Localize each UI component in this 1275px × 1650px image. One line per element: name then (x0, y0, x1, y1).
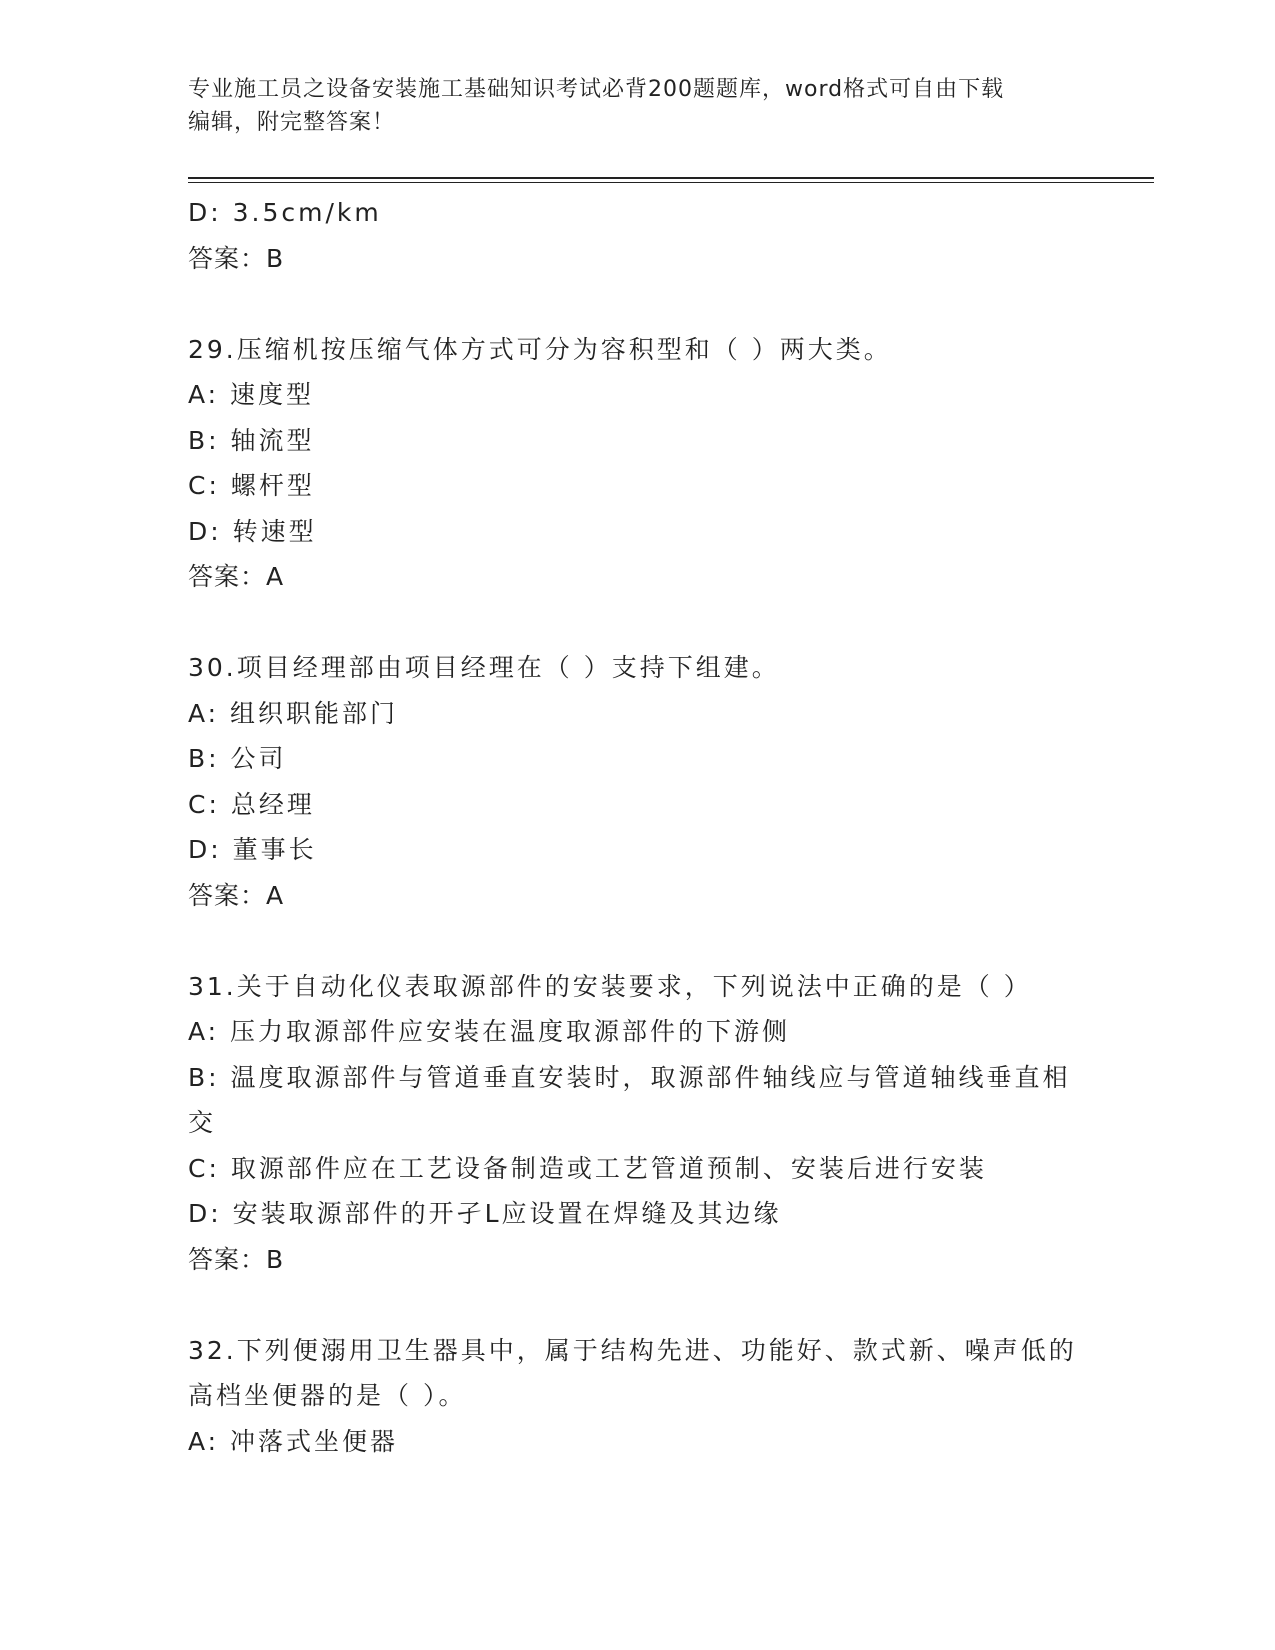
header-title-line-2: 编辑，附完整答案！ (188, 110, 396, 135)
option-d: D: 安装取源部件的开孑L应设置在焊缝及其边缘 (188, 1199, 782, 1228)
answer: 答案：A (188, 880, 285, 910)
header-rule-thick (188, 177, 1154, 179)
prev-option-d: D: 3.5cm/km (188, 198, 382, 227)
question-stem: 30.项目经理部由项目经理在（ ）支持下组建。 (188, 653, 780, 682)
spacer (188, 918, 1088, 964)
answer: 答案：B (188, 1244, 285, 1274)
question-stem: 29.压缩机按压缩气体方式可分为容积型和（ ）两大类。 (188, 334, 892, 364)
question-29 (188, 327, 1088, 600)
question-32 (188, 1328, 1088, 1465)
option-a: A: 冲落式坐便器 (188, 1426, 399, 1456)
prev-answer: 答案：B (188, 243, 285, 273)
option-b: B: 公司 (188, 744, 287, 773)
option-d: D: 董事长 (188, 835, 317, 864)
option-c: C: 螺杆型 (188, 471, 315, 500)
header-rule-thin (188, 182, 1154, 183)
question-30 (188, 645, 1088, 918)
spacer (188, 281, 1088, 327)
option-b: B: 轴流型 (188, 425, 315, 455)
option-a: A: 速度型 (188, 380, 315, 409)
spacer (188, 1282, 1088, 1328)
question-31 (188, 964, 1088, 1283)
option-c: C: 总经理 (188, 789, 315, 819)
question-stem: 32.下列便溺用卫生器具中，属于结构先进、功能好、款式新、噪声低的高档坐便器的是（ ）。 (188, 1335, 1077, 1410)
document-header (188, 73, 1088, 139)
header-title-line-1: 专业施工员之设备安装施工基础知识考试必背200题题库，word格式可自由下载 (188, 77, 1005, 102)
option-d: D: 转速型 (188, 516, 317, 546)
option-b: B: 温度取源部件与管道垂直安装时，取源部件轴线应与管道轴线垂直相交 (188, 1062, 1071, 1137)
option-a: A: 组织职能部门 (188, 698, 399, 728)
spacer (188, 600, 1088, 646)
document-body (188, 190, 1088, 1464)
option-a: A: 压力取源部件应安装在温度取源部件的下游侧 (188, 1017, 791, 1046)
answer: 答案：A (188, 562, 285, 591)
question-stem: 31.关于自动化仪表取源部件的安装要求，下列说法中正确的是（ ） (188, 971, 1032, 1001)
option-c: C: 取源部件应在工艺设备制造或工艺管道预制、安装后进行安装 (188, 1153, 987, 1183)
